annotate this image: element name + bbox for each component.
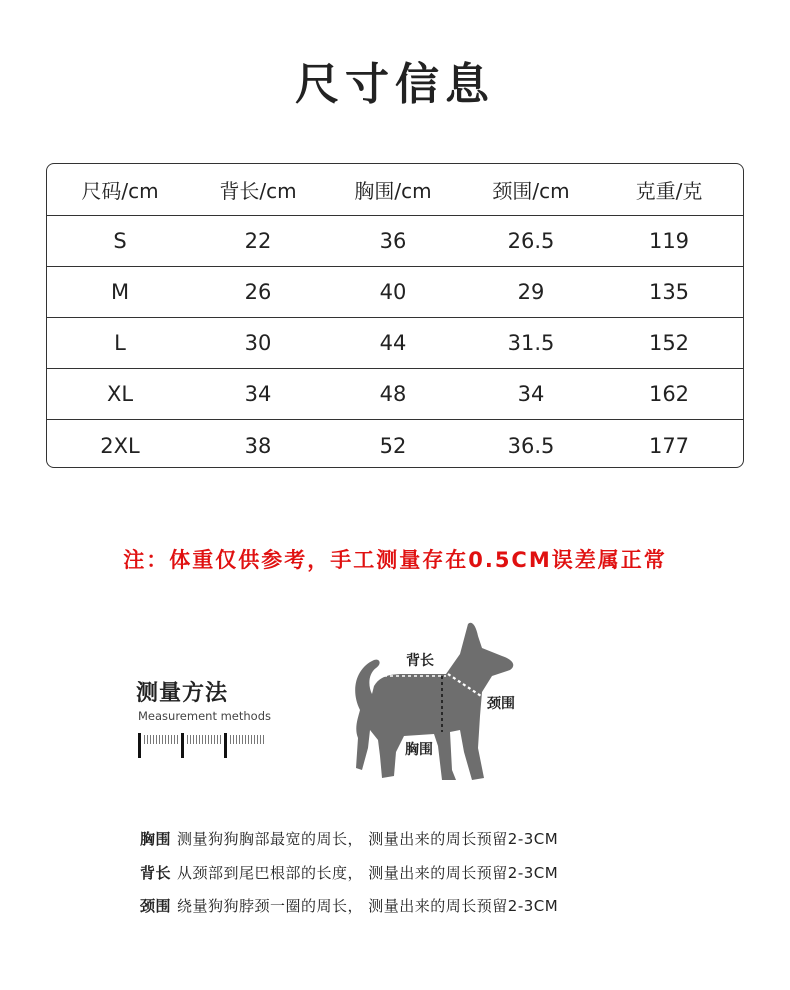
cell-weight: 152 bbox=[648, 331, 690, 355]
ruler-icon bbox=[136, 733, 268, 759]
header-size: 尺码/cm bbox=[81, 179, 159, 203]
cell-size: S bbox=[113, 229, 127, 253]
description-term: 颈围 bbox=[140, 897, 172, 915]
dog-label-neck: 颈围 bbox=[487, 696, 515, 712]
cell-back-length: 30 bbox=[244, 331, 272, 355]
cell-size: XL bbox=[106, 382, 134, 406]
cell-chest: 44 bbox=[379, 331, 407, 355]
page-title: 尺寸信息 bbox=[295, 59, 495, 110]
cell-neck: 34 bbox=[517, 382, 545, 406]
table-header-row bbox=[47, 164, 743, 216]
method-title: 测量方法 bbox=[136, 681, 229, 706]
cell-weight: 162 bbox=[648, 382, 690, 406]
description-text: 从颈部到尾巴根部的长度， 测量出来的周长预留2-3CM bbox=[177, 864, 559, 882]
cell-back-length: 34 bbox=[244, 382, 272, 406]
cell-chest: 52 bbox=[379, 433, 407, 458]
cell-weight: 119 bbox=[648, 229, 690, 253]
method-subtitle: Measurement methods bbox=[138, 709, 272, 723]
table-row bbox=[47, 369, 743, 420]
size-table bbox=[46, 163, 744, 468]
cell-neck: 36.5 bbox=[507, 433, 555, 458]
cell-size: 2XL bbox=[100, 433, 140, 458]
cell-weight: 135 bbox=[648, 280, 690, 304]
cell-back-length: 26 bbox=[244, 280, 272, 304]
cell-size: L bbox=[114, 331, 126, 355]
cell-neck: 29 bbox=[517, 280, 545, 304]
description-text: 测量狗狗胸部最宽的周长， 测量出来的周长预留2-3CM bbox=[177, 830, 559, 848]
cell-chest: 48 bbox=[379, 382, 407, 406]
cell-back-length: 22 bbox=[244, 229, 272, 253]
header-chest: 胸围/cm bbox=[354, 179, 432, 203]
cell-neck: 31.5 bbox=[507, 331, 555, 355]
description-term: 背长 bbox=[140, 864, 172, 882]
description-term: 胸围 bbox=[140, 830, 172, 848]
description-back bbox=[140, 862, 558, 883]
cell-chest: 36 bbox=[379, 229, 407, 253]
table-row bbox=[47, 267, 743, 318]
description-chest bbox=[140, 828, 558, 849]
cell-size: M bbox=[110, 280, 130, 304]
header-weight: 克重/克 bbox=[635, 179, 703, 203]
dog-label-chest: 胸围 bbox=[405, 742, 433, 758]
table-row bbox=[47, 216, 743, 267]
cell-neck: 26.5 bbox=[507, 229, 555, 253]
description-neck bbox=[140, 895, 558, 916]
header-back-length: 背长/cm bbox=[219, 179, 297, 203]
cell-chest: 40 bbox=[379, 280, 407, 304]
cell-back-length: 38 bbox=[244, 433, 272, 458]
description-text: 绕量狗狗脖颈一圈的周长， 测量出来的周长预留2-3CM bbox=[177, 897, 559, 915]
cell-weight: 177 bbox=[648, 433, 690, 458]
header-neck: 颈围/cm bbox=[492, 179, 570, 203]
dog-label-back: 背长 bbox=[406, 653, 434, 669]
disclaimer-note: 注：体重仅供参考，手工测量存在0.5CM误差属正常 bbox=[123, 548, 667, 572]
table-row bbox=[47, 318, 743, 369]
table-row bbox=[47, 420, 743, 471]
